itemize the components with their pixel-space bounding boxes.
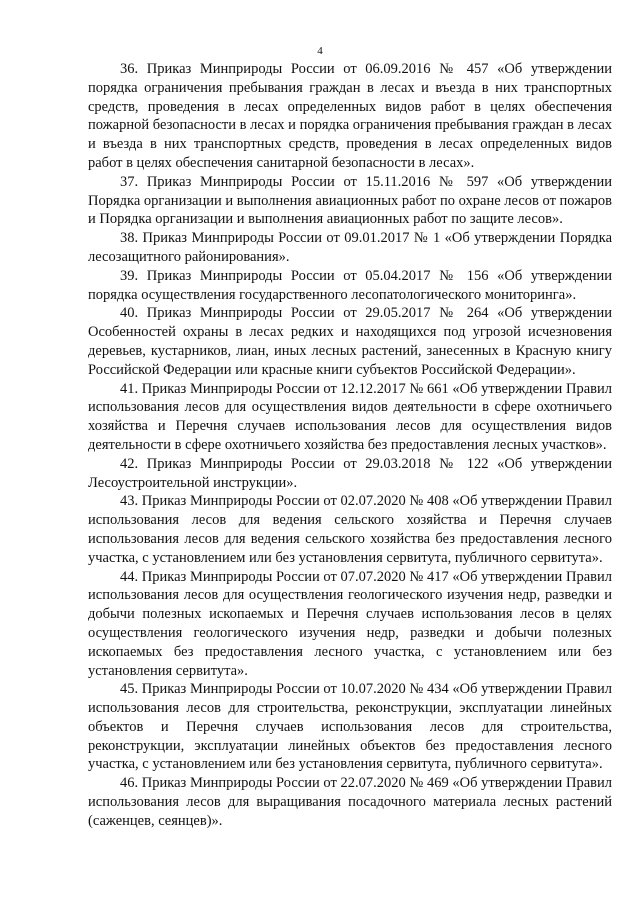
list-item: 41. Приказ Минприроды России от 12.12.2017 № 661 «Об утверждении Правил использования лесов для осуществления видов деятельности в сфере охотничьего хозяйства и Перечня случаев использования лесов для осуществления видов деятельности в сфере охотничьего хозяйства без предоставления лесных участков». [88, 380, 612, 453]
document-body [88, 60, 612, 831]
list-item: 44. Приказ Минприроды России от 07.07.2020 № 417 «Об утверждении Правил использования лесов для осуществления геологического изучения недр, разведки и добычи полезных ископаемых и Перечня случаев использования лесов в целях осуществления геологического изучения недр, разведки и добычи полезных ископаемых без предоставления лесного участка, с установлением или без установления сервитута». [88, 568, 612, 679]
list-item: 46. Приказ Минприроды России от 22.07.2020 № 469 «Об утверждении Правил использования лесов для выращивания посадочного материала лесных растений (саженцев, сеянцев)». [88, 775, 612, 829]
list-item: 36. Приказ Минприроды России от 06.09.2016 № 457 «Об утверждении порядка ограничения пребывания граждан в лесах и въезда в них транспортных средств, проведения в лесах определенных видов работ в целях обеспечения пожарной безопасности в лесах и порядка ограничения пребывания граждан в лесах и въезда в них транспортных средств, проведения в лесах определенных видов работ в целях обеспечения санитарной безопасности в лесах». [88, 61, 612, 171]
list-item: 45. Приказ Минприроды России от 10.07.2020 № 434 «Об утверждении Правил использования лесов для строительства, реконструкции, эксплуатации линейных объектов и Перечня случаев использования лесов для строительства, реконструкции, эксплуатации линейных объектов без предоставления лесного участка, с установлением или без установления сервитута, публичного сервитута». [88, 681, 612, 773]
list-item: 37. Приказ Минприроды России от 15.11.2016 № 597 «Об утверждении Порядка организации и выполнения авиационных работ по охране лесов от пожаров и Порядка организации и выполнения авиационных работ по защите лесов». [88, 173, 612, 228]
page-number: 4 [317, 45, 323, 57]
list-item: 43. Приказ Минприроды России от 02.07.2020 № 408 «Об утверждении Правил использования лесов для ведения сельского хозяйства и Перечня случаев использования лесов для ведения сельского хозяйства без предоставления лесного участка, с установлением или без установления сервитута, публичного сервитута». [88, 493, 612, 566]
list-item: 40. Приказ Минприроды России от 29.05.2017 № 264 «Об утверждении Особенностей охраны в лесах редких и находящихся под угрозой исчезновения деревьев, кустарников, лиан, иных лесных растений, занесенных в Красную книгу Российской Федерации или красные книги субъектов Российской Федерации». [88, 305, 612, 378]
list-item: 38. Приказ Минприроды России от 09.01.2017 № 1 «Об утверждении Порядка лесозащитного районирования». [88, 230, 612, 265]
list-item: 39. Приказ Минприроды России от 05.04.2017 № 156 «Об утверждении порядка осуществления государственного лесопатологического мониторинга». [88, 267, 612, 303]
list-item: 42. Приказ Минприроды России от 29.03.2018 № 122 «Об утверждении Лесоустроительной инструкции». [88, 455, 612, 491]
